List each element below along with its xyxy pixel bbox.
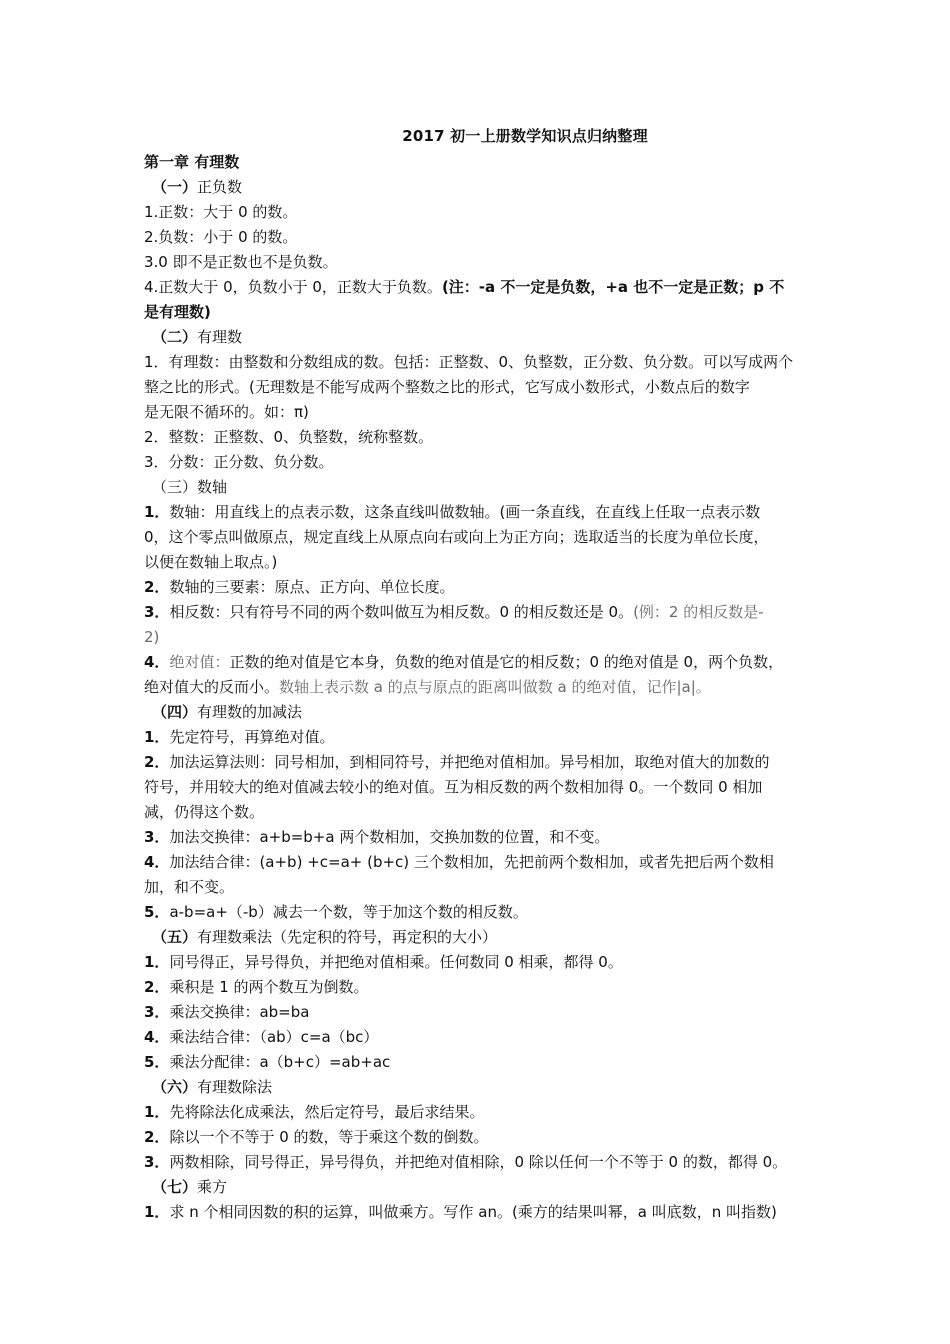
text-run: 除以一个不等于 0 的数，等于乘这个数的倒数。 [169, 1128, 489, 1146]
text-run: 乘法交换律：ab=ba [169, 1003, 310, 1021]
section-title: 有理数乘法（先定积的符号，再定积的大小） [197, 928, 498, 946]
item-number: 3． [144, 1153, 170, 1171]
example-text: 2) [144, 628, 160, 646]
section-heading-3 [144, 475, 816, 500]
paragraph [144, 750, 816, 775]
text-run: 乘法结合律：（ab）c=a（bc） [169, 1028, 379, 1046]
paragraph [144, 600, 816, 625]
document-title: 2017 初一上册数学知识点归纳整理 [402, 127, 648, 145]
paragraph [144, 275, 816, 300]
text-run: 正数的绝对值是它本身，负数的绝对值是它的相反数；0 的绝对值是 0，两个负数， [229, 653, 784, 671]
paragraph [144, 1150, 816, 1175]
item-number: 2． [144, 578, 170, 596]
paragraph: 符号，并用较大的绝对值减去较小的绝对值。互为相反数的两个数相加得 0。一个数同 0 相加 [144, 778, 763, 796]
item-number: 4． [144, 653, 170, 671]
document-body [144, 150, 816, 1225]
paragraph [144, 1100, 816, 1125]
text-run: 相反数：只有符号不同的两个数叫做互为相反数。0 的相反数还是 0。 [169, 603, 634, 621]
text-run: 乘积是 1 的两个数互为倒数。 [169, 978, 369, 996]
paragraph: 2．整数：正整数、0、负整数，统称整数。 [144, 428, 434, 446]
item-number: 5． [144, 903, 170, 921]
section-number: （三） [152, 478, 198, 496]
text-run: 两数相除，同号得正，异号得负，并把绝对值相除，0 除以任何一个不等于 0 的数，都得 0。 [169, 1153, 788, 1171]
section-title: 有理数除法 [197, 1078, 273, 1096]
section-heading-1 [144, 175, 816, 200]
paragraph: 1.正数：大于 0 的数。 [144, 203, 298, 221]
paragraph [144, 650, 816, 675]
text-run: 同号得正，异号得负，并把绝对值相乘。任何数同 0 相乘，都得 0。 [169, 953, 623, 971]
paragraph [144, 575, 816, 600]
text-run: 数轴：用直线上的点表示数，这条直线叫做数轴。(画一条直线，在直线上任取一点表示数 [169, 503, 761, 521]
paragraph: 3.0 即不是正数也不是负数。 [144, 253, 338, 271]
paragraph [144, 900, 816, 925]
section-number: （七） [152, 1178, 198, 1196]
item-number: 1． [144, 953, 170, 971]
paragraph: 减，仍得这个数。 [144, 803, 265, 821]
paragraph [144, 1050, 816, 1075]
item-number: 5． [144, 1053, 170, 1071]
item-number: 2． [144, 1128, 170, 1146]
item-number: 1． [144, 1203, 170, 1221]
paragraph [144, 1000, 816, 1025]
item-number: 1． [144, 728, 170, 746]
section-number: （六） [152, 1078, 198, 1096]
paragraph [144, 725, 816, 750]
text-run: a-b=a+（-b）减去一个数，等于加这个数的相反数。 [169, 903, 528, 921]
section-number: （五） [152, 928, 198, 946]
text-run: 先将除法化成乘法，然后定符号，最后求结果。 [169, 1103, 485, 1121]
section-heading-7 [144, 1175, 816, 1200]
paragraph [144, 1025, 816, 1050]
paragraph: 2.负数：小于 0 的数。 [144, 228, 298, 246]
paragraph [144, 850, 816, 875]
text-run: 加法交换律：a+b=b+a 两个数相加，交换加数的位置，和不变。 [169, 828, 610, 846]
text-run: 乘法分配律：a（b+c）=ab+ac [169, 1053, 391, 1071]
text-run: 先定符号，再算绝对值。 [169, 728, 335, 746]
text-run: 加法结合律：(a+b) +c=a+ (b+c) 三个数相加，先把前两个数相加，或者先把后两个数相 [169, 853, 774, 871]
paragraph [144, 950, 816, 975]
text-run: 加法运算法则：同号相加，到相同符号，并把绝对值相加。异号相加，取绝对值大的加数的 [169, 753, 770, 771]
section-heading-6 [144, 1075, 816, 1100]
section-title: 有理数 [197, 328, 243, 346]
paragraph [144, 675, 816, 700]
paragraph [144, 825, 816, 850]
item-number: 2． [144, 753, 170, 771]
paragraph: 1．有理数：由整数和分数组成的数。包括：正整数、0、负整数，正分数、负分数。可以写成两个 [144, 353, 794, 371]
item-number: 4． [144, 853, 170, 871]
example-text: (例：2 的相反数是- [633, 603, 764, 621]
section-title: 正负数 [197, 178, 243, 196]
term-text: 绝对值： [169, 653, 230, 671]
item-number: 2． [144, 978, 170, 996]
paragraph: 以便在数轴上取点。) [144, 553, 278, 571]
text-run: 绝对值大的反而小。 [144, 678, 280, 696]
paragraph [144, 975, 816, 1000]
paragraph: 整之比的形式。(无理数是不能写成两个整数之比的形式，它写成小数形式，小数点后的数字 [144, 378, 750, 396]
paragraph: 是无限不循环的。如：π) [144, 403, 309, 421]
paragraph [144, 1200, 816, 1225]
chapter-heading: 第一章 有理数 [144, 153, 240, 171]
section-heading-4 [144, 700, 816, 725]
paragraph [144, 500, 816, 525]
note-text: (注：-a 不一定是负数，+a 也不一定是正数；p 不 [441, 278, 785, 296]
definition-text: 数轴上表示数 a 的点与原点的距离叫做数 a 的绝对值，记作|a|。 [279, 678, 711, 696]
item-number: 3． [144, 603, 170, 621]
section-title: 有理数的加减法 [197, 703, 303, 721]
section-title: 乘方 [197, 1178, 228, 1196]
section-number: （四） [152, 703, 198, 721]
note-text: 是有理数) [144, 303, 211, 321]
section-number: （一） [152, 178, 198, 196]
section-heading-5 [144, 925, 816, 950]
item-number: 1． [144, 503, 170, 521]
item-number: 4． [144, 1028, 170, 1046]
item-number: 1． [144, 1103, 170, 1121]
paragraph: 3．分数：正分数、负分数。 [144, 453, 334, 471]
paragraph: 0，这个零点叫做原点，规定直线上从原点向右或向上为正方向；选取适当的长度为单位长度， [144, 528, 769, 546]
text-run: 4.正数大于 0，负数小于 0，正数大于负数。 [144, 278, 442, 296]
paragraph: 加，和不变。 [144, 878, 235, 896]
section-title: 数轴 [197, 478, 228, 496]
paragraph [144, 1125, 816, 1150]
item-number: 3． [144, 1003, 170, 1021]
text-run: 数轴的三要素：原点、正方向、单位长度。 [169, 578, 455, 596]
text-run: 求 n 个相同因数的积的运算，叫做乘方。写作 an。(乘方的结果叫幂，a 叫底数，n 叫指数) [169, 1203, 777, 1221]
item-number: 3． [144, 828, 170, 846]
section-heading-2 [144, 325, 816, 350]
section-number: （二） [152, 328, 198, 346]
